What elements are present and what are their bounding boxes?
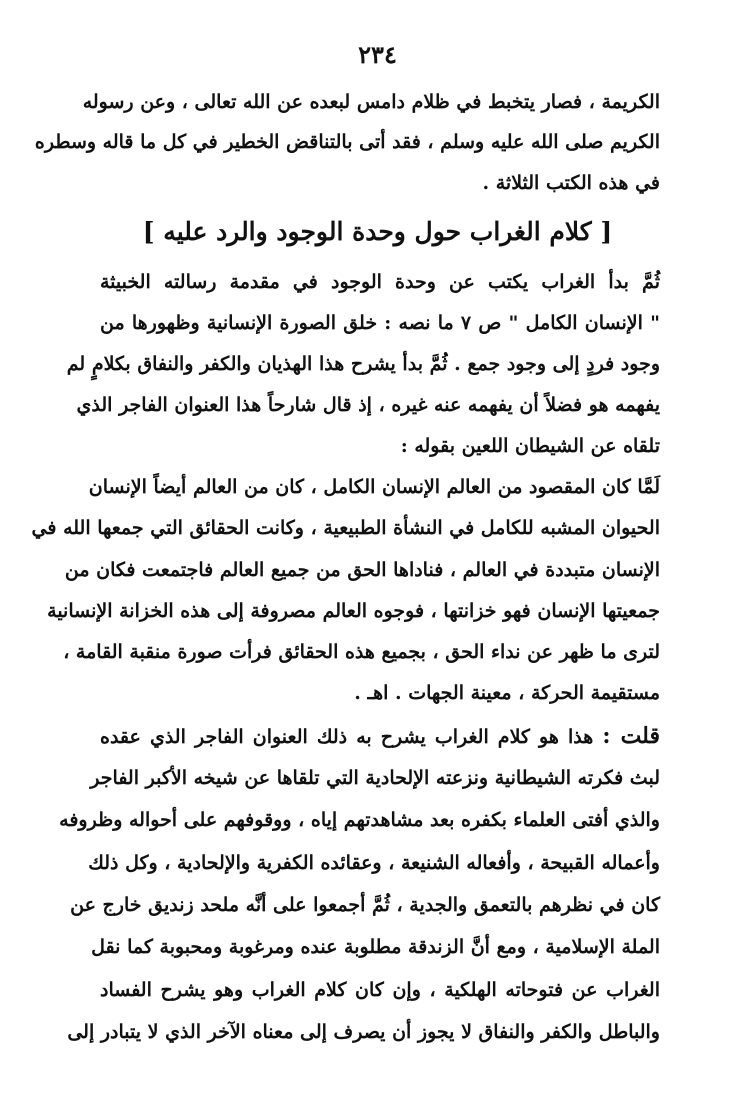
text-line-qult: [100, 716, 660, 756]
text-line: " الإنسان الكامل " ص ٧ ما نصه : خلق الصورة الإنسانية وظهورها من: [100, 312, 660, 334]
text-line: والباطل والكفر والنفاق لا يجوز أن يصرف إلى معناه الآخر الذي لا يتبادر إلى: [67, 1021, 660, 1043]
quote-line: جمعيتها الإنسان فهو خزانتها ، فوجوه العالم مصروفة إلى هذه الخزانة الإنسانية: [47, 600, 660, 622]
text-line: يفهمه هو فضلاً أن يفهمه عنه غيره ، إذ قال شارحاً هذا العنوان الفاجر الذي: [76, 394, 660, 416]
text-line: الغراب عن فتوحاته الهلكية ، وإن كان كلام الغراب وهو يشرح الفساد: [100, 979, 660, 1001]
text-line: الكريم صلى الله عليه وسلم ، فقد أتى بالتناقض الخطير في كل ما قاله وسطره: [34, 131, 660, 153]
text-line: وأعماله القبيحة ، وأفعاله الشنيعة ، وعقائده الكفرية والإلحادية ، وكل ذلك: [88, 852, 660, 874]
text-line: تلقاه عن الشيطان اللعين بقوله :: [400, 435, 660, 457]
text-line: الكريمة ، فصار يتخبط في ظلام دامس لبعده عن الله تعالى ، وعن رسوله: [82, 91, 660, 113]
text-line: وجود فردٍ إلى وجود جمع . ثُمَّ بدأ يشرح هذا الهذيان والكفر والنفاق بكلامٍ لم: [66, 353, 660, 375]
quote-line: مستقيمة الحركة ، معينة الجهات . اهـ .: [354, 682, 660, 704]
quote-line: الحيوان المشبه للكامل في النشأة الطبيعية ، وكانت الحقائق التي جمعها الله في: [31, 517, 660, 539]
qult-label: قلت :: [602, 723, 660, 749]
quote-line: الإنسان متبددة في العالم ، فناداها الحق من جميع العالم فاجتمعت فكان من: [64, 559, 660, 581]
text-line: والذي أفتى العلماء بكفره بعد مشاهدتهم إياه ، ووقوفهم على أحواله وظروفه: [59, 809, 660, 831]
text-line: كان في نظرهم بالتعمق والجدية ، ثُمَّ أجمعوا على أنَّه ملحد زنديق خارج عن: [70, 894, 660, 916]
text-line: الملة الإسلامية ، ومع أنَّ الزندقة مطلوبة عنده ومرغوبة ومحبوبة كما نقل: [91, 936, 660, 958]
quote-line: لَمَّا كان المقصود من العالم الإنسان الكامل ، كان من العالم أيضاً الإنسان: [88, 476, 660, 498]
text-line: لبث فكرته الشيطانية ونزعته الإلحادية التي تلقاها عن شيخه الأكبر الفاجر: [90, 767, 660, 789]
quote-line: لترى ما ظهر عن نداء الحق ، بجميع هذه الحقائق فرأت صورة منقبة القامة ،: [63, 641, 660, 663]
text-line-body: هذا هو كلام الغراب يشرح به ذلك العنوان الفاجر الذي عقده: [100, 726, 594, 748]
text-line: في هذه الكتب الثلاثة .: [482, 172, 660, 194]
section-heading: [ كلام الغراب حول وحدة الوجود والرد عليه ]: [142, 217, 613, 246]
text-line: ثُمَّ بدأ الغراب يكتب عن وحدة الوجود في مقدمة رسالته الخبيثة: [100, 271, 660, 293]
page-number: ٢٣٤: [358, 40, 397, 69]
